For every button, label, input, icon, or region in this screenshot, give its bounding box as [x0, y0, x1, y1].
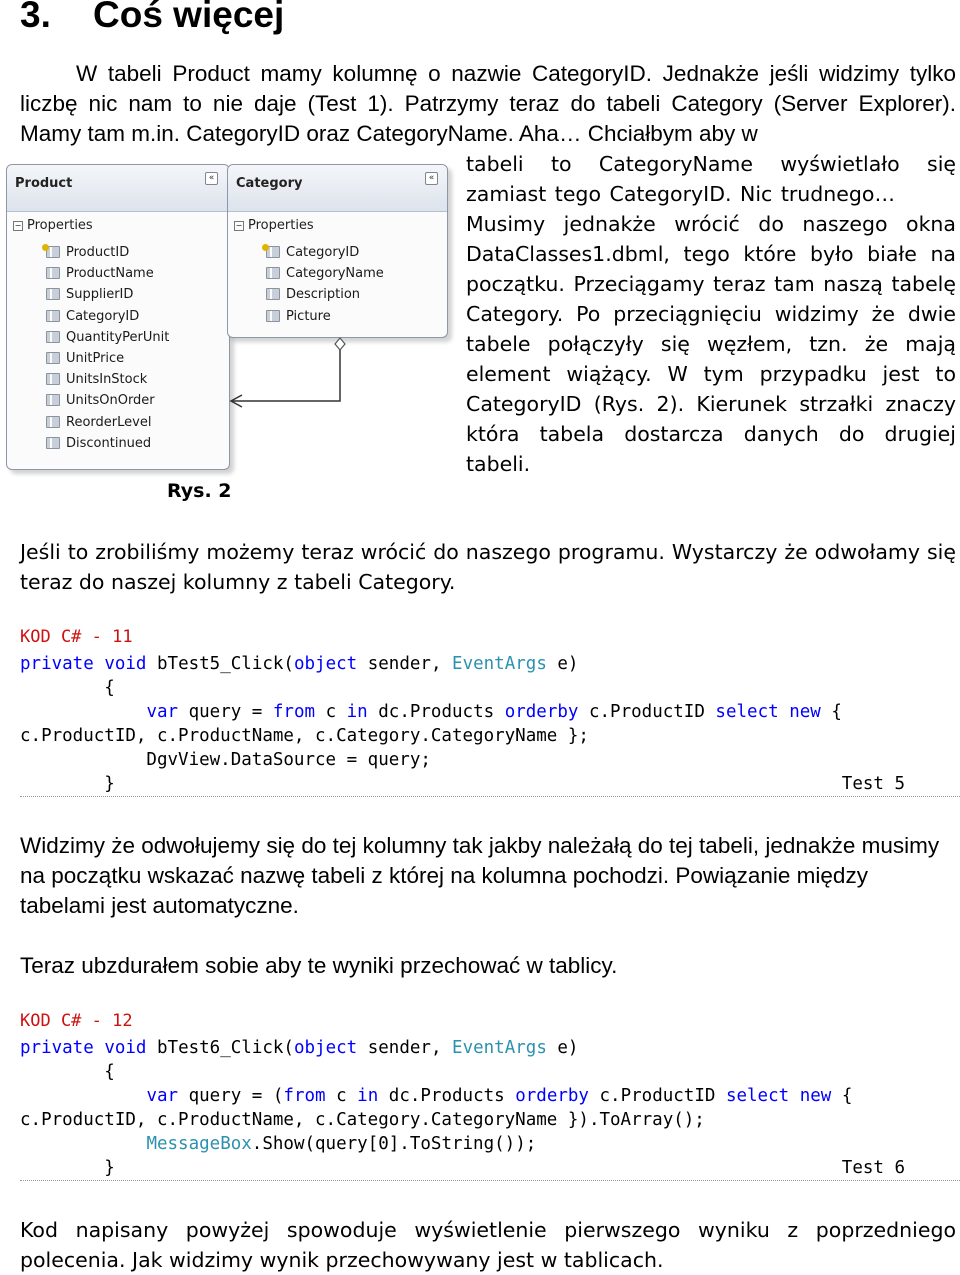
property-item: SupplierID	[46, 287, 133, 302]
wrap-body-text: Musimy jednakże wrócić do naszego okna DataClasses1.dbml, tego które było białe na początku. Przeciągamy teraz tam naszą tabelę Category. Po przeciągnięciu widzimy że dwie tabele połączyły się węzłem, tzn. że mają element wiążący. W tym przypadku jest to CategoryID (Rys. 2). Kierunek strzałki znaczy która tabela dostarcza danych do drugiej tabeli.	[466, 212, 956, 476]
code-label-11: KOD C# - 11	[20, 627, 133, 647]
code-block-11: private void bTest5_Click(object sender, EventArgs e) { var query = from c in dc.Products orderby c.ProductID select new { c.ProductID, c.ProductName, c.Category.CategoryName }; DgvView.DataSource = query; } Test 5	[20, 652, 960, 797]
property-item: UnitsOnOrder	[46, 393, 155, 408]
property-item: Description	[266, 287, 360, 302]
property-item: QuantityPerUnit	[46, 330, 169, 345]
property-item: Discontinued	[46, 436, 151, 451]
code-block-12: private void bTest6_Click(object sender, EventArgs e) { var query = (from c in dc.Products orderby c.ProductID select new { c.ProductID, c.ProductName, c.Category.CategoryName }).ToArray(); MessageBox.Show(query[0].ToString()); } Test 6	[20, 1036, 960, 1181]
test-label-6: Test 6	[841, 1158, 905, 1178]
paragraph-3: Teraz ubzdurałem sobie aby te wyniki przechować w tablicy.	[20, 953, 618, 978]
figure-caption: Rys. 2	[167, 480, 232, 502]
property-item: ProductID	[46, 245, 129, 260]
association-connector	[0, 0, 460, 480]
paragraph-1: Jeśli to zrobiliśmy możemy teraz wrócić do naszego programu. Wystarczy że odwołamy się teraz do naszej kolumny z tabeli Category.	[20, 540, 956, 594]
property-item: Picture	[266, 309, 331, 324]
section-collapse-icon: −	[14, 221, 22, 230]
association-diamond	[335, 338, 345, 350]
property-item: CategoryName	[266, 266, 384, 281]
properties-label: Properties	[27, 218, 93, 233]
product-entity-title: Product	[15, 176, 73, 191]
property-item: UnitsInStock	[46, 372, 147, 387]
properties-label: Properties	[248, 218, 314, 233]
section-title: Coś więcej	[93, 0, 285, 35]
property-item: ReorderLevel	[46, 415, 151, 430]
test-label-5: Test 5	[841, 774, 905, 794]
property-item: UnitPrice	[46, 351, 124, 366]
collapse-icon: «	[205, 172, 218, 185]
code-label-12: KOD C# - 12	[20, 1011, 133, 1031]
property-item: ProductName	[46, 266, 154, 281]
property-item: CategoryID	[46, 309, 139, 324]
section-collapse-icon: −	[235, 221, 243, 230]
property-item: CategoryID	[266, 245, 359, 260]
category-entity-title: Category	[236, 176, 303, 191]
section-number: 3.	[20, 0, 51, 35]
paragraph-2: Widzimy że odwołujemy się do tej kolumny tak jakby należałą do tej tabeli, jednakże musimy na początku wskazać nazwę tabeli z której na kolumna pochodzi. Powiązanie między tabelami jest automatyczne.	[20, 833, 940, 918]
collapse-icon: «	[425, 172, 438, 185]
association-line	[232, 350, 340, 401]
wrap-lead-text: tabeli to CategoryName wyświetlało się zamiast tego CategoryID. Nic trudnego…	[466, 152, 956, 206]
intro-paragraph: W tabeli Product mamy kolumnę o nazwie CategoryID. Jednakże jeśli widzimy tylko liczbę nic nam to nie daje (Test 1). Patrzymy teraz do tabeli Category (Server Explorer). Mamy tam m.in. CategoryID oraz CategoryName. Aha… Chciałbym aby w	[20, 61, 956, 146]
paragraph-4: Kod napisany powyżej spowoduje wyświetlenie pierwszego wyniku z poprzedniego polecenia. Jak widzimy wynik przechowywany jest w tablicach.	[20, 1218, 956, 1272]
